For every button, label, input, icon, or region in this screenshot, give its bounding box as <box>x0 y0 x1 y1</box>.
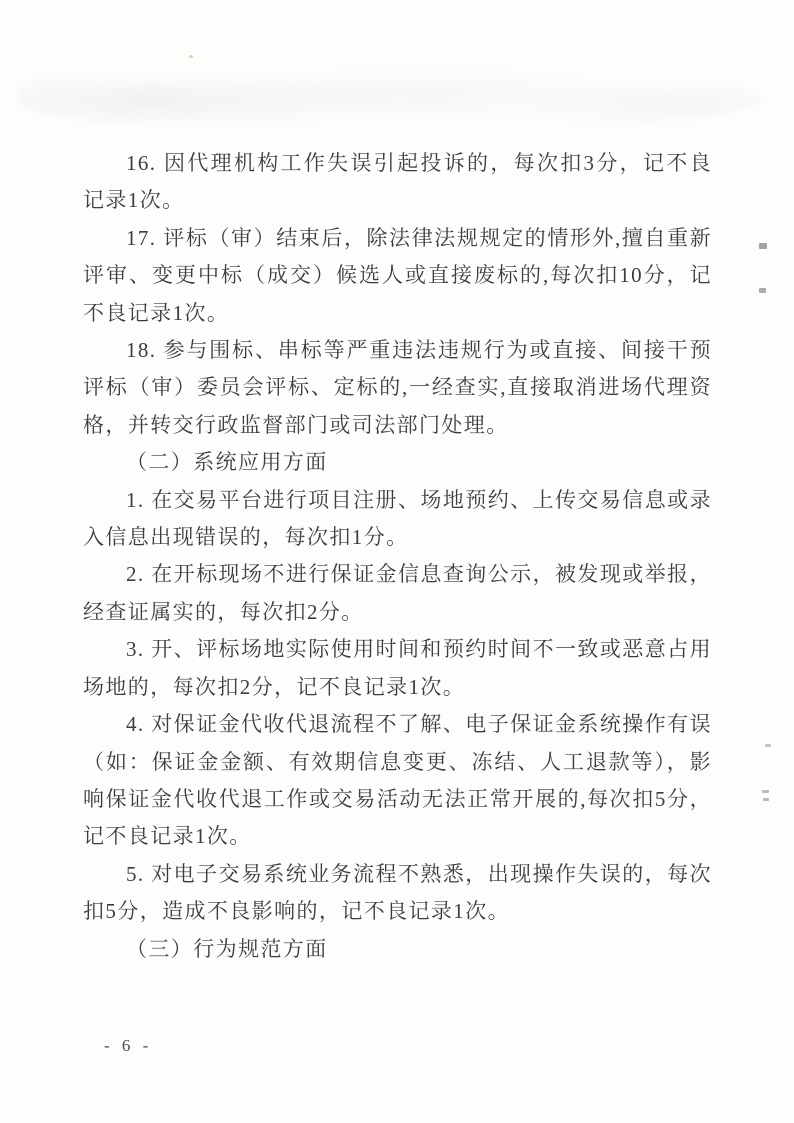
section-heading: （三）行为规范方面 <box>126 936 328 961</box>
paragraph: 17. 评标（审）结束后，除法律法规规定的情形外,擅自重新评审、变更中标（成交）候选人或直接废标的,每次扣10分，记不良记录1次。 <box>83 225 712 325</box>
paragraph: 5. 对电子交易系统业务流程不熟悉，出现操作失误的，每次扣5分，造成不良影响的，记不良记录1次。 <box>83 861 712 924</box>
scan-speck <box>759 243 767 249</box>
paragraph: 16. 因代理机构工作失误引起投诉的，每次扣3分，记不良记录1次。 <box>83 151 712 213</box>
scan-speck <box>189 55 193 58</box>
scan-speck <box>765 744 771 747</box>
section-heading: （二）系统应用方面 <box>126 450 328 475</box>
page-number: - 6 - <box>104 1036 153 1055</box>
scan-speck <box>759 288 766 293</box>
scan-speck <box>762 790 769 793</box>
paragraph: 18. 参与围标、串标等严重违法违规行为或直接、间接干预评标（审）委员会评标、定标的,一经查实,直接取消进场代理资格，并转交行政监督部门或司法部门处理。 <box>83 338 712 437</box>
paragraph: 2. 在开标现场不进行保证金信息查询公示，被发现或举报，经查证属实的，每次扣2分。 <box>83 562 712 624</box>
scan-speck <box>763 798 769 801</box>
scan-bleed-through-artifact <box>18 60 762 134</box>
document-body <box>83 145 712 968</box>
paragraph: 3. 开、评标场地实际使用时间和预约时间不一致或恶意占用场地的，每次扣2分，记不良记录1次。 <box>83 637 712 699</box>
paragraph: 4. 对保证金代收代退流程不了解、电子保证金系统操作有误（如：保证金金额、有效期信息变更、冻结、人工退款等），影响保证金代收代退工作或交易活动无法正常开展的,每次扣5分，记不良记录1次。 <box>83 712 712 849</box>
paragraph: 1. 在交易平台进行项目注册、场地预约、上传交易信息或录入信息出现错误的，每次扣1分。 <box>83 487 712 550</box>
